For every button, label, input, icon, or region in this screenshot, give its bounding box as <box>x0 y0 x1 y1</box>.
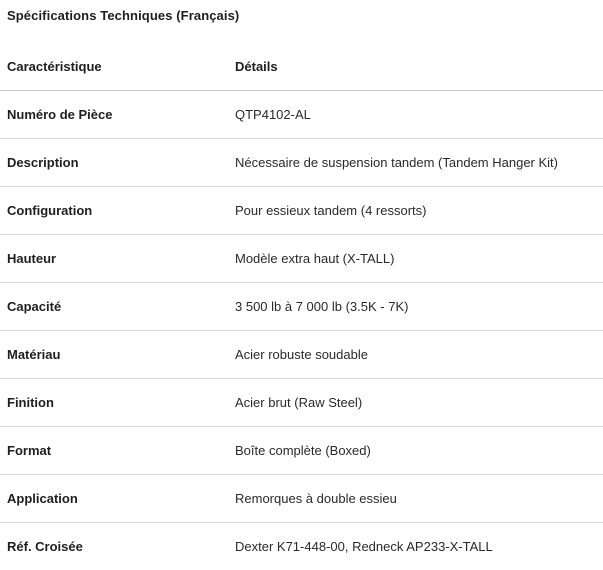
table-row <box>0 91 603 139</box>
page-title: Spécifications Techniques (Français) <box>7 8 239 23</box>
row-key-cross-reference: Réf. Croisée <box>0 523 228 570</box>
row-value-description: Nécessaire de suspension tandem (Tandem Hanger Kit) <box>228 139 603 187</box>
row-key-material: Matériau <box>0 331 228 379</box>
table-row <box>0 187 603 235</box>
row-value-finish: Acier brut (Raw Steel) <box>228 379 603 427</box>
table-row <box>0 523 603 570</box>
table-row <box>0 475 603 523</box>
row-key-description: Description <box>0 139 228 187</box>
row-value-cross-reference: Dexter K71-448-00, Redneck AP233-X-TALL <box>228 523 603 570</box>
row-value-part-number: QTP4102-AL <box>228 91 603 139</box>
row-value-capacity: 3 500 lb à 7 000 lb (3.5K - 7K) <box>228 283 603 331</box>
row-value-height: Modèle extra haut (X-TALL) <box>228 235 603 283</box>
row-key-height: Hauteur <box>0 235 228 283</box>
table-row <box>0 379 603 427</box>
column-header-details: Détails <box>228 43 603 91</box>
table-row <box>0 235 603 283</box>
table-row <box>0 427 603 475</box>
row-key-format: Format <box>0 427 228 475</box>
row-key-capacity: Capacité <box>0 283 228 331</box>
spec-table <box>0 43 603 570</box>
row-value-format: Boîte complète (Boxed) <box>228 427 603 475</box>
table-row <box>0 331 603 379</box>
row-key-configuration: Configuration <box>0 187 228 235</box>
row-value-material: Acier robuste soudable <box>228 331 603 379</box>
row-value-application: Remorques à double essieu <box>228 475 603 523</box>
row-key-finish: Finition <box>0 379 228 427</box>
table-row <box>0 139 603 187</box>
row-key-part-number: Numéro de Pièce <box>0 91 228 139</box>
row-key-application: Application <box>0 475 228 523</box>
table-header-row <box>0 43 603 91</box>
row-value-configuration: Pour essieux tandem (4 ressorts) <box>228 187 603 235</box>
column-header-feature: Caractéristique <box>0 43 228 91</box>
table-row <box>0 283 603 331</box>
